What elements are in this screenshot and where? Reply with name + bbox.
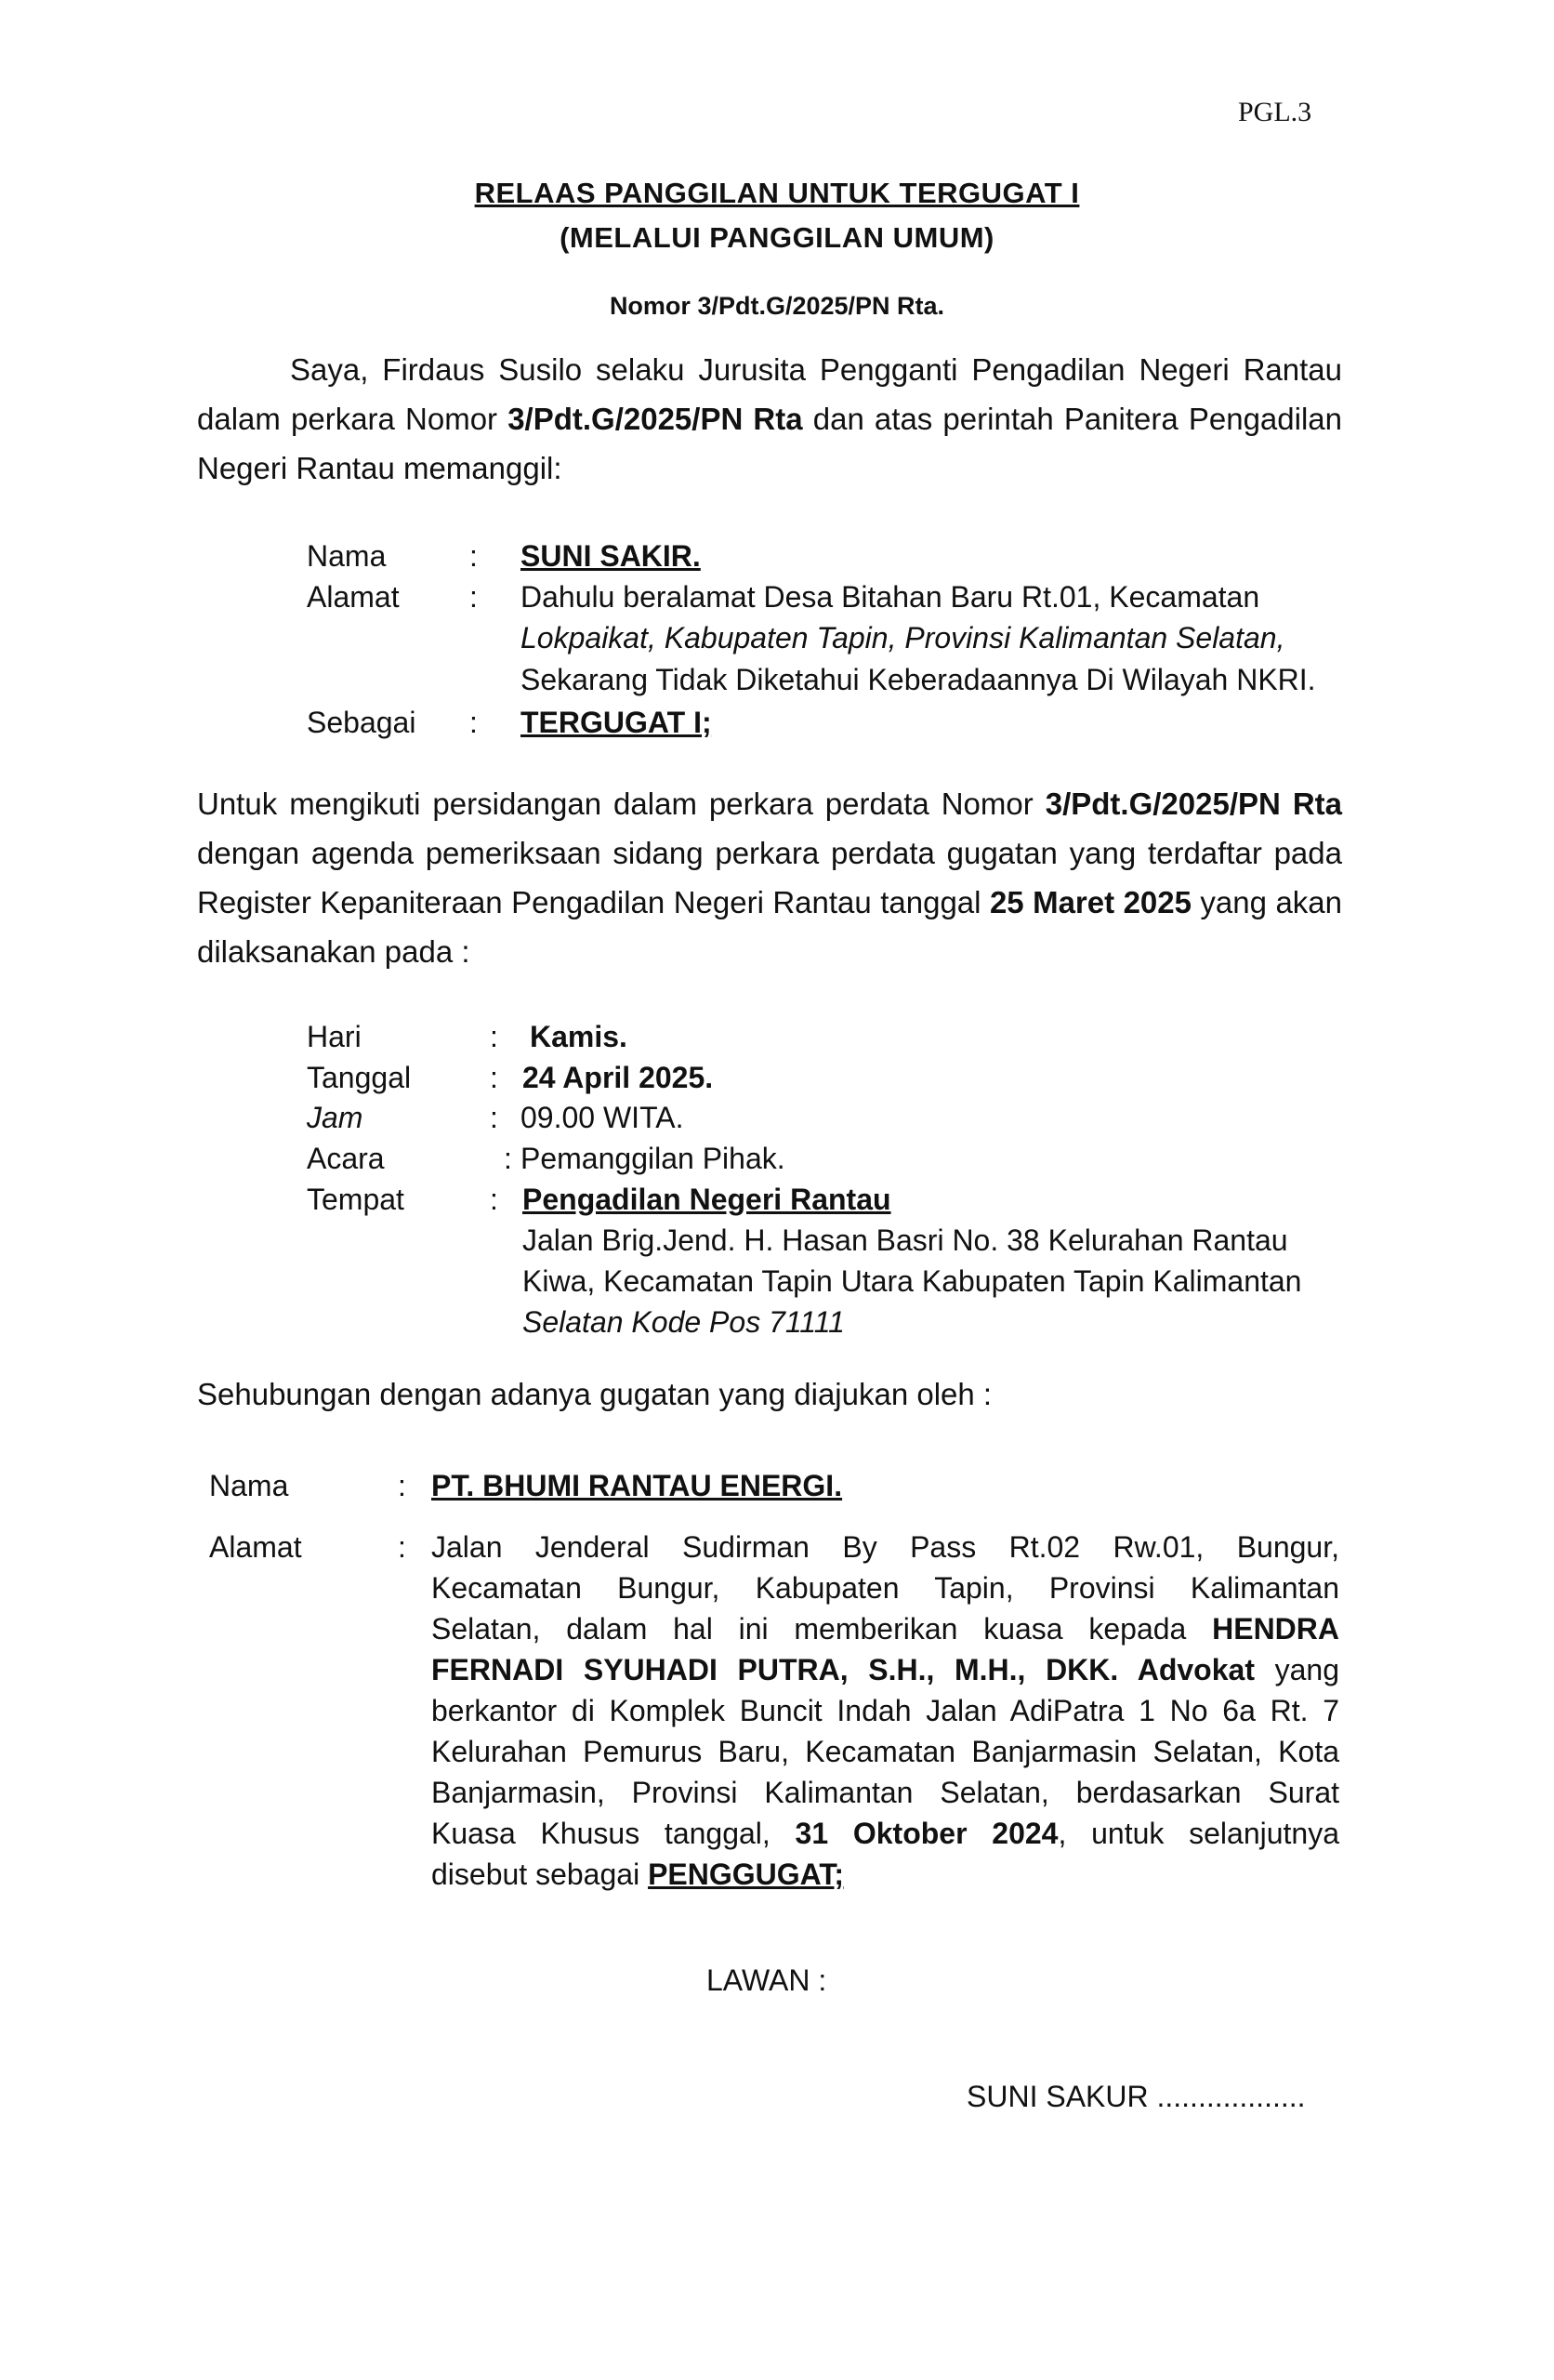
plaintiff-name-value: PT. BHUMI RANTAU ENERGI. <box>431 1469 843 1502</box>
colon: : <box>398 1530 406 1564</box>
document-number: Nomor 3/Pdt.G/2025/PN Rta. <box>609 292 945 320</box>
intro-text-1: Saya, Firdaus Susilo selaku Jurusita Pengganti Pengadilan Negeri Rantau dalam perkara Nomor <box>197 352 1342 436</box>
tergugat-address-line-2: Lokpaikat, Kabupaten Tapin, Provinsi Kalimantan Selatan, <box>520 621 1285 654</box>
versus-label: LAWAN : <box>706 1964 827 1997</box>
intro-text-2: dan atas perintah Panitera Pengadilan Negeri Rantau memanggil: <box>197 402 1343 485</box>
schedule-date-value: 24 April 2025. <box>522 1061 714 1094</box>
schedule-day-value: Kamis. <box>530 1020 627 1053</box>
schedule-time-value: 09.00 WITA. <box>520 1101 684 1134</box>
tergugat-address-line-1: Dahulu beralamat Desa Bitahan Baru Rt.01, Kecamatan <box>520 580 1260 614</box>
colon: : <box>490 1020 498 1053</box>
colon: : <box>469 539 478 573</box>
schedule-date-label: Tanggal <box>307 1061 412 1094</box>
colon: : <box>469 580 478 614</box>
plaintiff-address-line-7: Banjarmasin, Provinsi Kalimantan Selatan, berdasarkan Surat <box>431 1776 1339 1809</box>
tergugat-role-label: Sebagai <box>307 706 416 739</box>
tergugat-name-label: Nama <box>307 539 387 573</box>
page-number: PGL.3 <box>1238 97 1312 127</box>
colon: : <box>490 1183 498 1216</box>
hearing-text-3: yang akan dilaksanakan pada : <box>197 885 1342 969</box>
schedule-place-value: Pengadilan Negeri Rantau <box>522 1183 891 1216</box>
schedule-agenda-value: Pemanggilan Pihak. <box>520 1142 785 1175</box>
schedule-time-label: Jam <box>307 1101 363 1134</box>
hearing-paragraph <box>197 779 1342 976</box>
tergugat-address-label: Alamat <box>307 580 400 614</box>
plaintiff-address-line-3: Selatan, dalam hal ini memberikan kuasa kepada HENDRA <box>431 1612 1339 1646</box>
schedule-day-label: Hari <box>307 1020 362 1053</box>
schedule-agenda-label: Acara <box>307 1142 385 1175</box>
plaintiff-address-line-2: Kecamatan Bungur, Kabupaten Tapin, Provinsi Kalimantan <box>431 1571 1339 1605</box>
plaintiff-address-label: Alamat <box>209 1530 302 1564</box>
signature-line: SUNI SAKUR .................. <box>967 2080 1306 2113</box>
tergugat-address-line-3: Sekarang Tidak Diketahui Keberadaannya Di Wilayah NKRI. <box>520 663 1316 696</box>
plaintiff-intro: Sehubungan dengan adanya gugatan yang diajukan oleh : <box>197 1377 993 1411</box>
schedule-address-line-2: Kiwa, Kecamatan Tapin Utara Kabupaten Tapin Kalimantan <box>522 1264 1302 1298</box>
colon: : <box>490 1101 498 1134</box>
colon: : <box>469 706 478 739</box>
schedule-address-line-1: Jalan Brig.Jend. H. Hasan Basri No. 38 Kelurahan Rantau <box>522 1223 1288 1257</box>
hearing-case-number: 3/Pdt.G/2025/PN Rta <box>1045 787 1342 821</box>
hearing-register-date: 25 Maret 2025 <box>989 885 1192 919</box>
title-block <box>0 177 1554 321</box>
intro-paragraph <box>197 345 1342 493</box>
hearing-text-2: dengan agenda pemeriksaan sidang perkara perdata gugatan yang terdaftar pada Register Kepaniteraan Pengadilan Negeri Rantau tanggal <box>197 836 1342 919</box>
intro-case-number: 3/Pdt.G/2025/PN Rta <box>507 402 803 436</box>
schedule-place-label: Tempat <box>307 1183 404 1216</box>
document-subtitle: (MELALUI PANGGILAN UMUM) <box>560 221 994 254</box>
colon: : <box>490 1061 498 1094</box>
plaintiff-address-line-8: Kuasa Khusus tanggal, 31 Oktober 2024, untuk selanjutnya <box>431 1817 1340 1850</box>
tergugat-name-value: SUNI SAKIR. <box>520 539 701 573</box>
document-title: RELAAS PANGGILAN UNTUK TERGUGAT I <box>474 177 1080 209</box>
plaintiff-address-line-1: Jalan Jenderal Sudirman By Pass Rt.02 Rw.01, Bungur, <box>431 1530 1339 1564</box>
plaintiff-address-line-5: berkantor di Komplek Buncit Indah Jalan AdiPatra 1 No 6a Rt. 7 <box>431 1694 1339 1727</box>
hearing-text-1: Untuk mengikuti persidangan dalam perkara perdata Nomor <box>197 787 1046 821</box>
tergugat-role-value: TERGUGAT I; <box>520 706 712 739</box>
colon: : <box>398 1469 406 1502</box>
colon: : <box>504 1142 512 1175</box>
plaintiff-address-line-4: FERNADI SYUHADI PUTRA, S.H., M.H., DKK. Advokat yang <box>431 1653 1340 1686</box>
schedule-address-line-3: Selatan Kode Pos 71111 <box>522 1305 845 1339</box>
plaintiff-name-label: Nama <box>209 1469 289 1502</box>
plaintiff-address-line-9: disebut sebagai PENGGUGAT; <box>431 1858 845 1891</box>
plaintiff-address-line-6: Kelurahan Pemurus Baru, Kecamatan Banjarmasin Selatan, Kota <box>431 1735 1339 1768</box>
